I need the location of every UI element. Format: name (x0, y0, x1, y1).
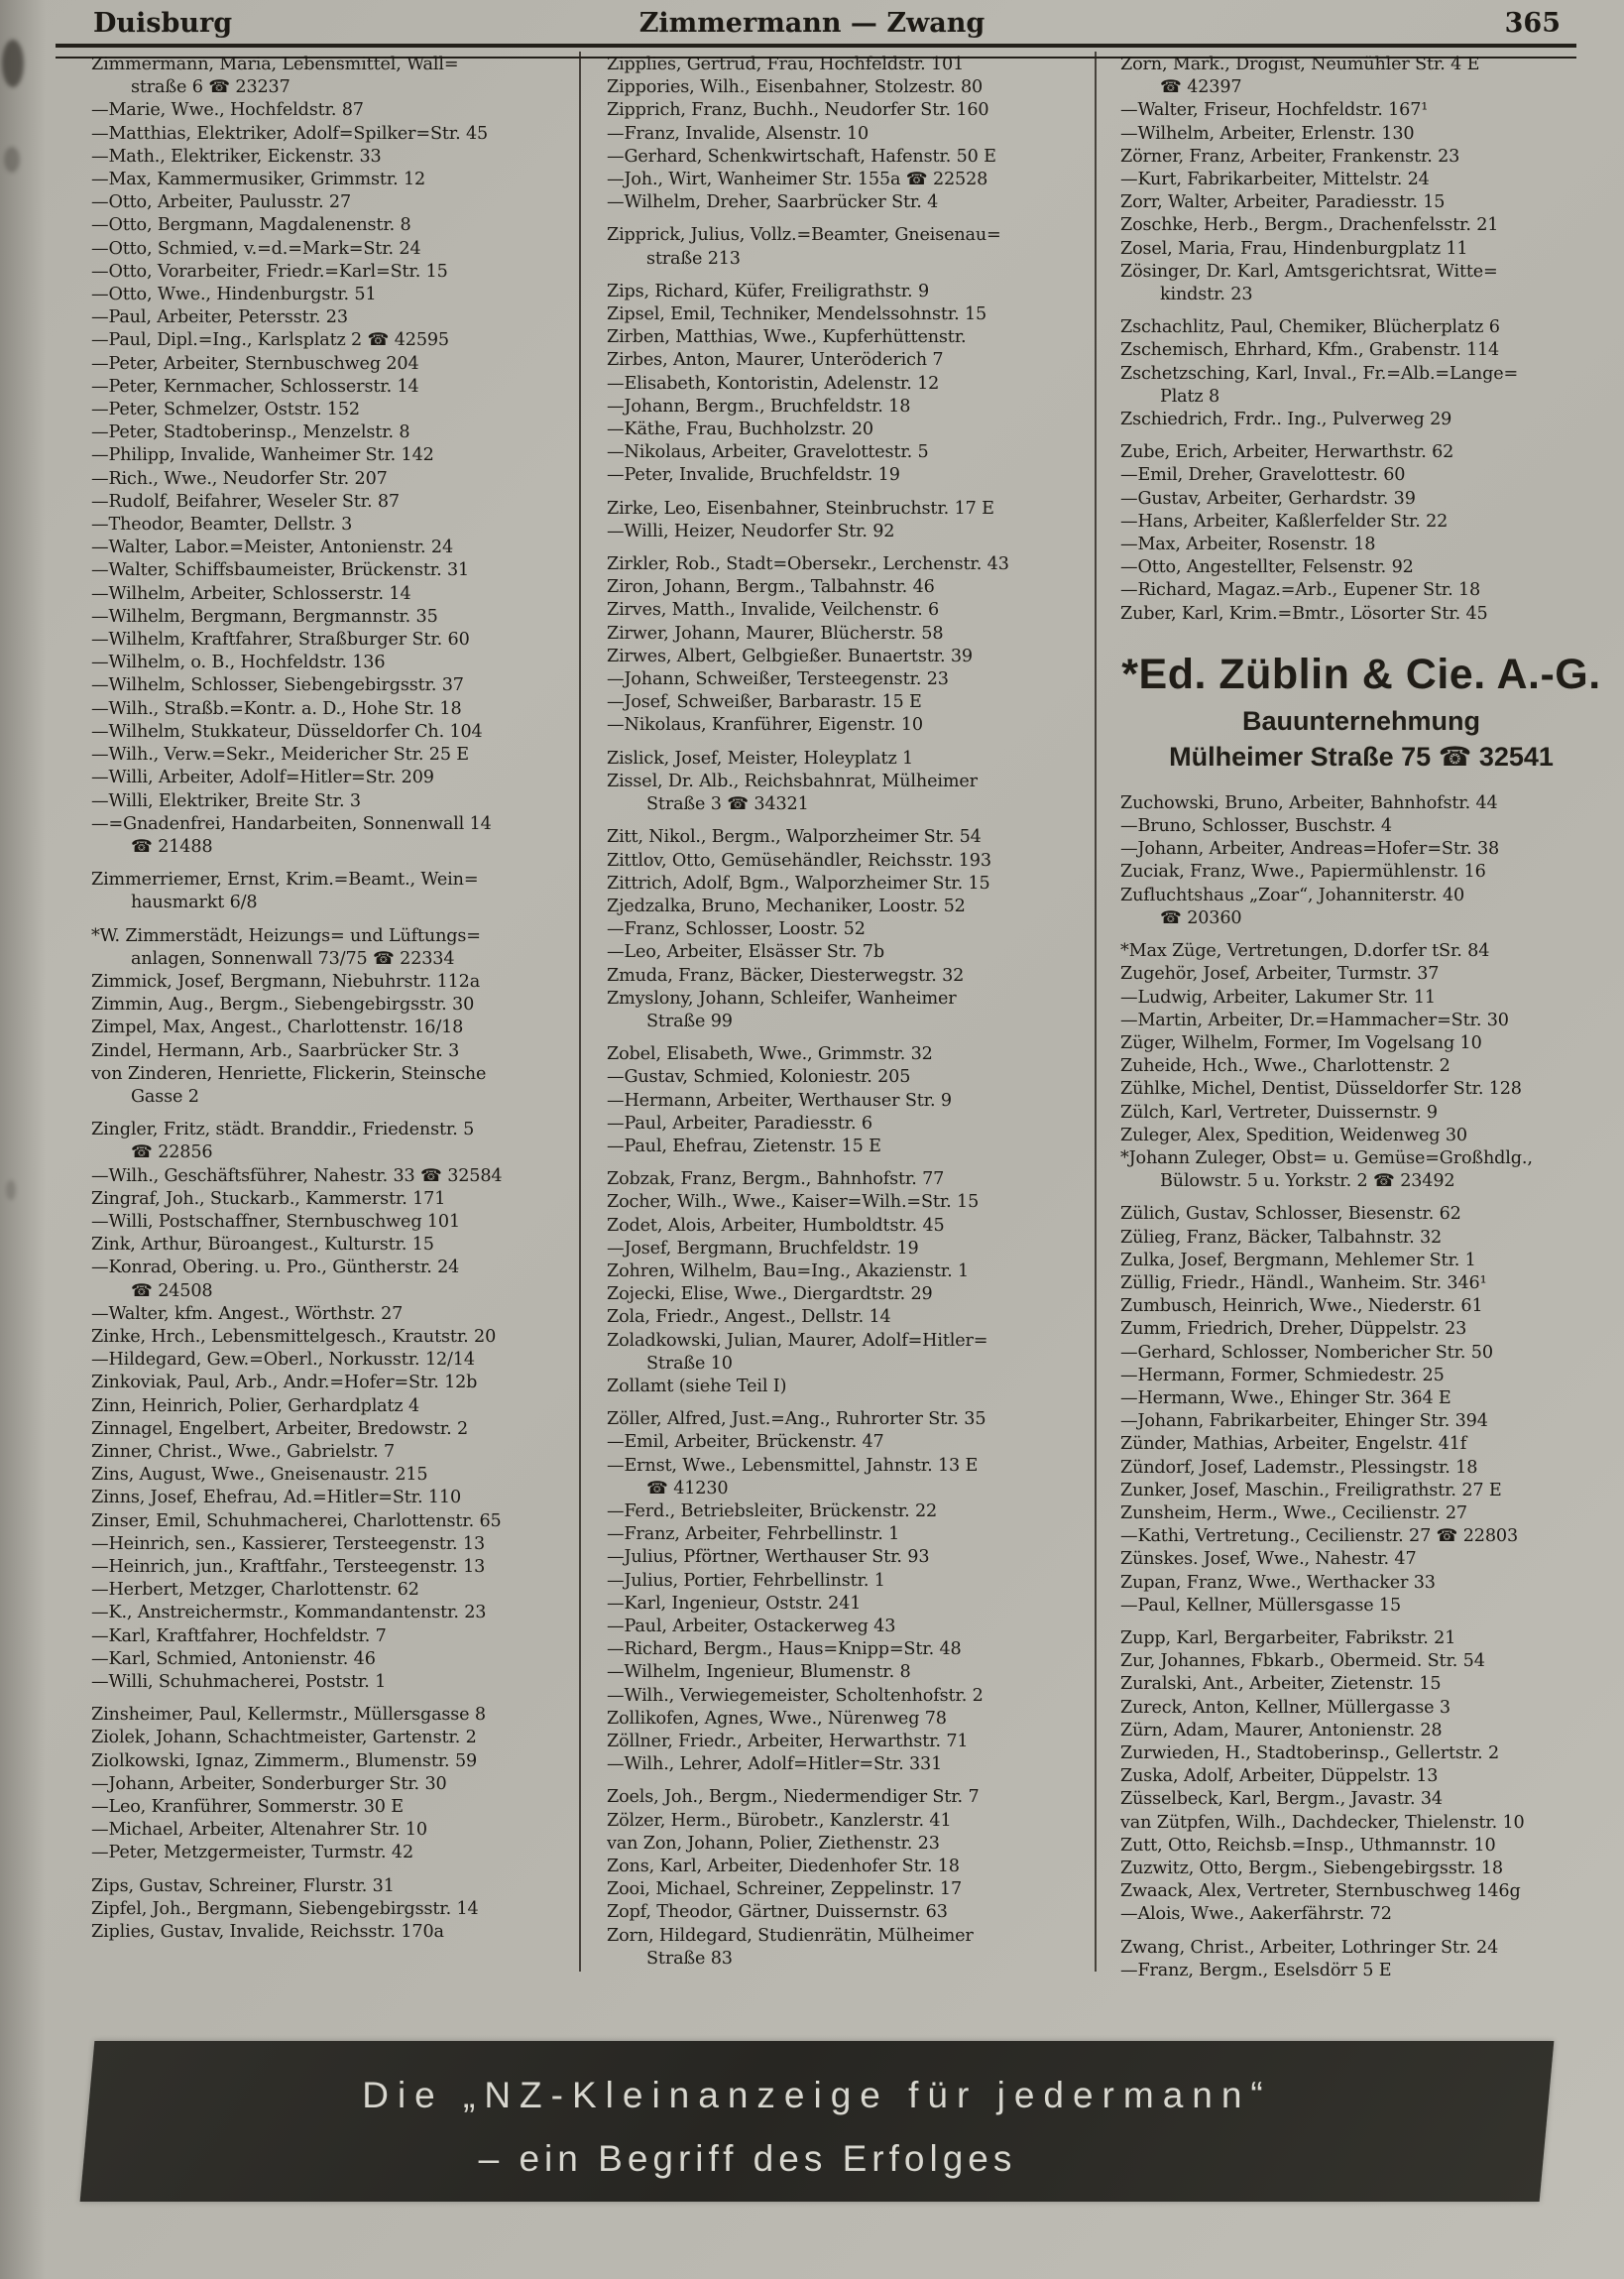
directory-line: Zösinger, Dr. Karl, Amtsgerichtsrat, Witte= (1120, 261, 1498, 282)
directory-line: —=Gnadenfrei, Handarbeiten, Sonnenwall 14 (91, 813, 492, 834)
directory-line: *Max Züge, Vertretungen, D.dorfer tSr. 84 (1120, 941, 1490, 962)
column-divider-2 (1095, 52, 1097, 1972)
directory-line: Zinn, Heinrich, Polier, Gerhardplatz 4 (91, 1395, 420, 1416)
directory-line: —Philipp, Invalide, Wanheimer Str. 142 (91, 445, 434, 466)
directory-line: —Hans, Arbeiter, Kaßlerfelder Str. 22 (1120, 511, 1449, 532)
directory-line: Zulka, Josef, Bergmann, Mehlemer Str. 1 (1120, 1250, 1476, 1270)
directory-line: Zöller, Alfred, Just.=Ang., Ruhrorter Str. 35 (607, 1409, 986, 1430)
directory-line: Zindel, Hermann, Arb., Saarbrücker Str. 3 (91, 1040, 460, 1061)
banner-content (87, 2041, 1547, 2202)
directory-line: Zissel, Dr. Alb., Reichsbahnrat, Mülheimer (607, 771, 978, 791)
directory-line: Zittlov, Otto, Gemüsehändler, Reichsstr. 193 (607, 850, 991, 871)
directory-line: —Bruno, Schlosser, Buschstr. 4 (1120, 816, 1392, 837)
header-name-range: Zimmermann — Zwang (638, 8, 986, 39)
directory-line: Zmuda, Franz, Bäcker, Diesterwegstr. 32 (607, 965, 965, 986)
page-header (0, 8, 1624, 42)
directory-line: Zumbusch, Heinrich, Wwe., Niederstr. 61 (1120, 1296, 1483, 1317)
column-3-bottom-entries (1120, 792, 1602, 1982)
directory-line: Zschachlitz, Paul, Chemiker, Blücherplatz 6 (1120, 317, 1500, 338)
directory-line: —Franz, Schlosser, Loostr. 52 (607, 919, 866, 940)
ad-business-type: Bauunternehmung (1242, 705, 1480, 736)
directory-line: —Wilhelm, o. B., Hochfeldstr. 136 (91, 653, 386, 673)
directory-line: Zschemisch, Ehrhard, Kfm., Grabenstr. 114 (1120, 340, 1500, 361)
directory-line: Zunsheim, Herm., Wwe., Cecilienstr. 27 (1120, 1502, 1467, 1523)
directory-line: Zwang, Christ., Arbeiter, Lothringer Str. 24 (1120, 1937, 1499, 1958)
directory-line: —Rudolf, Beifahrer, Weseler Str. 87 (91, 491, 400, 512)
directory-line: Zingler, Fritz, städt. Branddir., Friedenstr. 5 (91, 1120, 475, 1140)
directory-line: Züllig, Friedr., Händl., Wanheim. Str. 346¹ (1120, 1272, 1487, 1293)
directory-line: ☎ 42397 (1160, 77, 1242, 98)
nz-kleinanzeige-banner (80, 2041, 1555, 2202)
directory-line: Zorn, Mark., Drogist, Neumühler Str. 4 E (1120, 55, 1480, 74)
directory-line: —Paul, Kellner, Müllersgasse 15 (1120, 1595, 1402, 1616)
directory-line: van Zütpfen, Wilh., Dachdecker, Thielenstr. 10 (1120, 1812, 1525, 1833)
directory-line: Zipprich, Franz, Buchh., Neudorfer Str. 160 (607, 100, 989, 121)
column-divider-1 (579, 52, 581, 1972)
ad-company-name: *Ed. Züblin & Cie. A.-G. (1121, 650, 1601, 698)
directory-line: —Peter, Schmelzer, Oststr. 152 (91, 400, 360, 420)
directory-line: Zons, Karl, Arbeiter, Diedenhofer Str. 18 (607, 1857, 960, 1877)
directory-line: Zirbes, Anton, Maurer, Unteröderich 7 (607, 350, 944, 371)
directory-line: Zugehör, Josef, Arbeiter, Turmstr. 37 (1120, 964, 1440, 985)
directory-line: Zimmermann, Maria, Lebensmittel, Wall= (91, 55, 459, 74)
directory-line: Zuleger, Alex, Spedition, Weidenweg 30 (1120, 1125, 1467, 1145)
directory-line: —Max, Kammermusiker, Grimmstr. 12 (91, 170, 426, 190)
directory-line: —Wilh., Verwiegemeister, Scholtenhofstr. 2 (607, 1685, 984, 1706)
scan-smudge (6, 1180, 16, 1200)
directory-line: Zosel, Maria, Frau, Hindenburgplatz 11 (1120, 238, 1468, 259)
directory-line: Zips, Richard, Küfer, Freiligrathstr. 9 (607, 281, 929, 301)
zueblin-advertisement (1120, 652, 1602, 771)
directory-line: —Theodor, Beamter, Dellstr. 3 (91, 515, 353, 536)
directory-line: —Willi, Elektriker, Breite Str. 3 (91, 790, 361, 811)
ad-address-phone: Mülheimer Straße 75 ☎ 32541 (1169, 741, 1554, 772)
directory-column-3 (1120, 54, 1602, 1982)
directory-line: Zorn, Hildegard, Studienrätin, Mülheimer (607, 1925, 974, 1946)
directory-line: Zörner, Franz, Arbeiter, Frankenstr. 23 (1120, 146, 1460, 167)
directory-line: —Peter, Stadtoberinsp., Menzelstr. 8 (91, 422, 410, 443)
directory-line: —Willi, Schuhmacherei, Poststr. 1 (91, 1672, 387, 1693)
directory-line: Zollikofen, Agnes, Wwe., Nürenweg 78 (607, 1708, 947, 1729)
directory-line: —Rich., Wwe., Neudorfer Str. 207 (91, 468, 388, 489)
directory-line: —Wilhelm, Arbeiter, Schlosserstr. 14 (91, 583, 411, 604)
directory-line: Zobzak, Franz, Bergm., Bahnhofstr. 77 (607, 1169, 945, 1190)
directory-line: —Johann, Fabrikarbeiter, Ehinger Str. 394 (1120, 1411, 1488, 1432)
directory-line: —Walter, Schiffsbaumeister, Brückenstr. 31 (91, 560, 470, 581)
directory-line: von Zinderen, Henriette, Flickerin, Steinsche (91, 1063, 487, 1084)
directory-line: —Wilhelm, Ingenieur, Blumenstr. 8 (607, 1662, 911, 1683)
directory-line: —Konrad, Obering. u. Pro., Güntherstr. 24 (91, 1258, 460, 1278)
directory-line: —Wilhelm, Kraftfahrer, Straßburger Str. 60 (91, 630, 470, 651)
directory-line: —Gerhard, Schlosser, Nombericher Str. 50 (1120, 1342, 1493, 1363)
directory-line: Zschetzsching, Karl, Inval., Fr.=Alb.=Lange= (1120, 363, 1519, 384)
directory-line: Zöllner, Friedr., Arbeiter, Herwarthstr. 71 (607, 1732, 969, 1752)
directory-line: —Walter, Friseur, Hochfeldstr. 167¹ (1120, 100, 1429, 121)
directory-line: Zupan, Franz, Wwe., Werthacker 33 (1120, 1572, 1436, 1593)
scan-smudge (2, 40, 24, 87)
directory-line: —Willi, Arbeiter, Adolf=Hitler=Str. 209 (91, 768, 434, 788)
directory-line: Zühlke, Michel, Dentist, Düsseldorfer Str. 128 (1120, 1079, 1522, 1100)
directory-line: —Hermann, Wwe., Ehinger Str. 364 E (1120, 1387, 1451, 1408)
directory-line: Ziplies, Gustav, Invalide, Reichsstr. 170a (91, 1922, 444, 1943)
directory-line: —Peter, Kernmacher, Schlosserstr. 14 (91, 376, 419, 397)
directory-line: —Paul, Arbeiter, Petersstr. 23 (91, 307, 348, 328)
directory-line: Zoladkowski, Julian, Maurer, Adolf=Hitler= (607, 1330, 988, 1351)
directory-line: —Richard, Magaz.=Arb., Eupener Str. 18 (1120, 580, 1481, 601)
directory-line: straße 213 (646, 248, 741, 269)
directory-line: —Ludwig, Arbeiter, Lakumer Str. 11 (1120, 987, 1436, 1008)
directory-line: Zoschke, Herb., Bergm., Drachenfelsstr. 21 (1120, 215, 1499, 236)
directory-line: Zola, Friedr., Angest., Dellstr. 14 (607, 1307, 891, 1328)
directory-line: Zülch, Karl, Vertreter, Duissernstr. 9 (1120, 1102, 1438, 1123)
directory-line: Zschiedrich, Frdr.. Ing., Pulverweg 29 (1120, 410, 1452, 430)
directory-line: —Johann, Arbeiter, Andreas=Hofer=Str. 38 (1120, 839, 1500, 860)
directory-line: —Nikolaus, Arbeiter, Gravelottestr. 5 (607, 442, 929, 463)
directory-line: —Matthias, Elektriker, Adolf=Spilker=Str. 45 (91, 123, 489, 144)
directory-line: —Karl, Kraftfahrer, Hochfeldstr. 7 (91, 1625, 387, 1646)
directory-line: —Alois, Wwe., Aakerfährstr. 72 (1120, 1904, 1392, 1925)
directory-line: Ziolek, Johann, Schachtmeister, Gartenstr. 2 (91, 1728, 477, 1748)
directory-line: Straße 99 (646, 1011, 733, 1031)
directory-line: Zumm, Friedrich, Dreher, Düppelstr. 23 (1120, 1319, 1467, 1340)
directory-line: Straße 10 (646, 1353, 733, 1374)
directory-line: Zipprick, Julius, Vollz.=Beamter, Gneisenau= (607, 225, 1001, 246)
directory-line: Zuska, Adolf, Arbeiter, Düppelstr. 13 (1120, 1766, 1439, 1787)
directory-line: Zuzwitz, Otto, Bergm., Siebengebirgsstr. 18 (1120, 1859, 1503, 1879)
directory-line: Zinner, Christ., Wwe., Gabrielstr. 7 (91, 1441, 396, 1462)
directory-line: Zinser, Emil, Schuhmacherei, Charlottenstr. 65 (91, 1510, 502, 1531)
directory-line: —Nikolaus, Kranführer, Eigenstr. 10 (607, 715, 923, 736)
directory-line: —Elisabeth, Kontoristin, Adelenstr. 12 (607, 373, 940, 394)
directory-line: —Otto, Vorarbeiter, Friedr.=Karl=Str. 15 (91, 261, 448, 282)
directory-line: —Heinrich, jun., Kraftfahr., Tersteegenstr. 13 (91, 1557, 486, 1577)
directory-line: —Willi, Postschaffner, Sternbuschweg 101 (91, 1211, 460, 1232)
directory-line: Zinkoviak, Paul, Arb., Andr.=Hofer=Str. 12b (91, 1373, 478, 1393)
directory-line: Zinnagel, Engelbert, Arbeiter, Bredowstr. 2 (91, 1418, 469, 1439)
directory-line: Ziron, Johann, Bergm., Talbahnstr. 46 (607, 577, 935, 598)
directory-line: Zink, Arthur, Büroangest., Kulturstr. 15 (91, 1235, 434, 1256)
directory-line: Zips, Gustav, Schreiner, Flurstr. 31 (91, 1875, 395, 1896)
directory-line: —Johann, Arbeiter, Sonderburger Str. 30 (91, 1773, 447, 1794)
directory-line: Zuchowski, Bruno, Arbeiter, Bahnhofstr. 44 (1120, 792, 1498, 813)
directory-line: Zölzer, Herm., Bürobetr., Kanzlerstr. 41 (607, 1810, 952, 1831)
directory-line: —Wilhelm, Stukkateur, Düsseldorfer Ch. 104 (91, 721, 483, 742)
directory-line: —Kurt, Fabrikarbeiter, Mittelstr. 24 (1120, 170, 1430, 190)
directory-line: Zupp, Karl, Bergarbeiter, Fabrikstr. 21 (1120, 1627, 1456, 1648)
directory-line: Zunker, Josef, Maschin., Freiligrathstr. 27 E (1120, 1480, 1502, 1500)
directory-line: Zislick, Josef, Meister, Holeyplatz 1 (607, 748, 914, 769)
directory-line: —Ferd., Betriebsleiter, Brückenstr. 22 (607, 1500, 938, 1521)
directory-line: —Herbert, Metzger, Charlottenstr. 62 (91, 1580, 419, 1601)
directory-line: —Otto, Angestellter, Felsenstr. 92 (1120, 557, 1414, 578)
directory-line: Zmyslony, Johann, Schleifer, Wanheimer (607, 988, 957, 1009)
directory-line: Zur, Johannes, Fbkarb., Obermeid. Str. 54 (1120, 1651, 1485, 1672)
directory-line: —Otto, Wwe., Hindenburgstr. 51 (91, 285, 377, 305)
directory-line: Zündorf, Josef, Lademstr., Plessingstr. 18 (1120, 1457, 1478, 1478)
directory-line: Züsselbeck, Karl, Bergm., Javastr. 34 (1120, 1789, 1443, 1810)
directory-line: ☎ 20360 (1160, 907, 1242, 928)
directory-line: hausmarkt 6/8 (131, 893, 258, 913)
directory-line: ☎ 24508 (131, 1280, 213, 1301)
directory-line: Zuheide, Hch., Wwe., Charlottenstr. 2 (1120, 1056, 1450, 1077)
directory-line: *Johann Zuleger, Obst= u. Gemüse=Großhdlg., (1120, 1147, 1533, 1168)
directory-line: —Joh., Wirt, Wanheimer Str. 155a ☎ 22528 (607, 170, 988, 190)
directory-line: —Wilhelm, Schlosser, Siebengebirgsstr. 37 (91, 675, 464, 696)
directory-line: —Peter, Invalide, Bruchfeldstr. 19 (607, 465, 900, 486)
directory-line: Zjedzalka, Bruno, Mechaniker, Loostr. 52 (607, 896, 966, 916)
directory-line: —Käthe, Frau, Buchholzstr. 20 (607, 420, 873, 440)
directory-line: Zippories, Wilh., Eisenbahner, Stolzestr. 80 (607, 77, 984, 98)
directory-line: Zimmick, Josef, Bergmann, Niebuhrstr. 112a (91, 971, 481, 992)
directory-line: Zirwer, Johann, Maurer, Blücherstr. 58 (607, 623, 944, 644)
directory-line: Zuralski, Ant., Arbeiter, Zietenstr. 15 (1120, 1674, 1442, 1695)
directory-line: —Paul, Dipl.=Ing., Karlsplatz 2 ☎ 42595 (91, 330, 449, 351)
directory-line: Zwaack, Alex, Vertreter, Sternbuschweg 146g (1120, 1881, 1521, 1902)
directory-line: —Paul, Arbeiter, Ostackerweg 43 (607, 1617, 896, 1636)
directory-line: Zojecki, Elise, Wwe., Diergardtstr. 29 (607, 1284, 933, 1305)
directory-line: Bülowstr. 5 u. Yorkstr. 2 ☎ 23492 (1160, 1171, 1455, 1192)
directory-line: —Heinrich, sen., Kassierer, Tersteegenstr. 13 (91, 1533, 485, 1554)
directory-line: Zünder, Mathias, Arbeiter, Engelstr. 41f (1120, 1434, 1467, 1455)
directory-line: Zorr, Walter, Arbeiter, Paradiesstr. 15 (1120, 192, 1446, 213)
directory-line: —Walter, Labor.=Meister, Antonienstr. 24 (91, 538, 454, 558)
directory-line: Zipsel, Emil, Techniker, Mendelssohnstr. 15 (607, 304, 987, 325)
directory-line: Ziolkowski, Ignaz, Zimmerm., Blumenstr. 59 (91, 1750, 478, 1771)
directory-line: Zins, August, Wwe., Gneisenaustr. 215 (91, 1465, 428, 1486)
directory-line: ☎ 21488 (131, 836, 213, 857)
directory-line: —Leo, Kranführer, Sommerstr. 30 E (91, 1797, 404, 1818)
directory-line: —K., Anstreichermstr., Kommandantenstr. 23 (91, 1603, 487, 1623)
directory-line: —Peter, Arbeiter, Sternbuschweg 204 (91, 353, 419, 374)
directory-line: Zureck, Anton, Kellner, Müllergasse 3 (1120, 1697, 1450, 1718)
directory-line: Zuber, Karl, Krim.=Bmtr., Lösorter Str. 45 (1120, 603, 1488, 624)
directory-line: —Josef, Bergmann, Bruchfeldstr. 19 (607, 1238, 919, 1259)
scan-edge-shadow (0, 0, 46, 2279)
directory-line: Zurwieden, H., Stadtoberinsp., Gellertstr. 2 (1120, 1743, 1499, 1763)
banner-line-2: – ein Begriff des Erfolges (478, 2138, 1017, 2179)
directory-line: —Willi, Heizer, Neudorfer Str. 92 (607, 521, 895, 541)
directory-line: —Wilh., Straßb.=Kontr. a. D., Hohe Str. 18 (91, 698, 462, 719)
directory-line: —Josef, Schweißer, Barbarastr. 15 E (607, 692, 922, 713)
directory-line: Zopf, Theodor, Gärtner, Duissernstr. 63 (607, 1902, 948, 1923)
directory-line: Zocher, Wilh., Wwe., Kaiser=Wilh.=Str. 15 (607, 1192, 980, 1213)
directory-line: Zingraf, Joh., Stuckarb., Kammerstr. 171 (91, 1188, 446, 1209)
directory-line: —Marie, Wwe., Hochfeldstr. 87 (91, 100, 364, 121)
directory-line: —Johann, Schweißer, Tersteegenstr. 23 (607, 669, 949, 690)
directory-line: Zirkler, Rob., Stadt=Obersekr., Lerchenstr. 43 (607, 554, 1009, 575)
directory-line: Zirke, Leo, Eisenbahner, Steinbruchstr. 17 E (607, 498, 994, 519)
directory-line: —Gustav, Arbeiter, Gerhardstr. 39 (1120, 488, 1416, 509)
directory-line: —Kathi, Vertretung., Cecilienstr. 27 ☎ 22803 (1120, 1526, 1518, 1547)
header-city: Duisburg (93, 8, 233, 39)
directory-line: Straße 3 ☎ 34321 (646, 794, 809, 815)
directory-line: Zinke, Hrch., Lebensmittelgesch., Krautstr. 20 (91, 1326, 497, 1347)
directory-line: —Max, Arbeiter, Rosenstr. 18 (1120, 535, 1376, 555)
directory-line: Zoels, Joh., Bergm., Niedermendiger Str. 7 (607, 1787, 980, 1808)
directory-line: —Otto, Bergmann, Magdalenenstr. 8 (91, 215, 411, 236)
directory-line: ☎ 41230 (646, 1478, 729, 1499)
directory-line: Gasse 2 (131, 1086, 199, 1107)
directory-line: Zinns, Josef, Ehefrau, Ad.=Hitler=Str. 110 (91, 1488, 461, 1508)
directory-line: Zitt, Nikol., Bergm., Walporzheimer Str. 54 (607, 827, 982, 848)
directory-line: —Wilhelm, Dreher, Saarbrücker Str. 4 (607, 192, 939, 213)
directory-line: Zipplies, Gertrud, Frau, Hochfeldstr. 101 (607, 55, 965, 74)
directory-line: Zülieg, Franz, Bäcker, Talbahnstr. 32 (1120, 1227, 1443, 1248)
directory-line: —Hermann, Arbeiter, Werthauser Str. 9 (607, 1090, 952, 1111)
directory-line: Zollamt (siehe Teil I) (607, 1376, 787, 1396)
directory-line: anlagen, Sonnenwall 73/75 ☎ 22334 (131, 948, 455, 969)
directory-line: —Julius, Pförtner, Werthauser Str. 93 (607, 1547, 930, 1568)
directory-line: Zürn, Adam, Maurer, Antonienstr. 28 (1120, 1720, 1443, 1740)
directory-line: —Wilh., Geschäftsführer, Nahestr. 33 ☎ 32584 (91, 1165, 503, 1186)
directory-line: —Michael, Arbeiter, Altenahrer Str. 10 (91, 1820, 427, 1841)
directory-line: —Gustav, Schmied, Koloniestr. 205 (607, 1067, 911, 1088)
directory-line: ☎ 22856 (131, 1142, 213, 1163)
directory-line: Zünskes. Josef, Wwe., Nahestr. 47 (1120, 1549, 1417, 1570)
directory-line: kindstr. 23 (1160, 285, 1253, 305)
directory-column-1 (91, 54, 565, 1944)
directory-line: Straße 83 (646, 1948, 733, 1969)
directory-line: Zirves, Matth., Invalide, Veilchenstr. 6 (607, 600, 940, 621)
directory-line: —Hildegard, Gew.=Oberl., Norkusstr. 12/14 (91, 1350, 475, 1371)
directory-line: —Walter, kfm. Angest., Wörthstr. 27 (91, 1303, 404, 1324)
directory-line: —Paul, Arbeiter, Paradiesstr. 6 (607, 1113, 872, 1134)
directory-line: —Ernst, Wwe., Lebensmittel, Jahnstr. 13 E (607, 1455, 979, 1476)
directory-line: Zipfel, Joh., Bergmann, Siebengebirgsstr. 14 (91, 1898, 479, 1919)
directory-line: —Hermann, Former, Schmiedestr. 25 (1120, 1365, 1445, 1385)
directory-line: Zufluchtshaus „Zoar“, Johanniterstr. 40 (1120, 885, 1465, 905)
directory-line: Platz 8 (1160, 386, 1220, 407)
directory-line: —Emil, Arbeiter, Brückenstr. 47 (607, 1432, 884, 1453)
directory-line: —Peter, Metzgermeister, Turmstr. 42 (91, 1843, 414, 1863)
scan-smudge (4, 147, 20, 173)
page-number: 365 (1504, 8, 1561, 39)
directory-line: —Wilhelm, Bergmann, Bergmannstr. 35 (91, 606, 438, 627)
directory-line: —Franz, Bergm., Eselsdörr 5 E (1120, 1960, 1392, 1980)
directory-line: Zirwes, Albert, Gelbgießer. Bunaertstr. 39 (607, 646, 973, 666)
directory-line: —Gerhard, Schenkwirtschaft, Hafenstr. 50 E (607, 146, 996, 167)
directory-line: Zube, Erich, Arbeiter, Herwarthstr. 62 (1120, 442, 1454, 463)
directory-line: —Julius, Portier, Fehrbellinstr. 1 (607, 1570, 885, 1591)
directory-line: Zobel, Elisabeth, Wwe., Grimmstr. 32 (607, 1044, 933, 1065)
directory-line: Züger, Wilhelm, Former, Im Vogelsang 10 (1120, 1032, 1482, 1053)
directory-line: Zinsheimer, Paul, Kellermstr., Müllersgasse 8 (91, 1705, 486, 1726)
directory-line: —Richard, Bergm., Haus=Knipp=Str. 48 (607, 1639, 962, 1660)
directory-line: —Otto, Schmied, v.=d.=Mark=Str. 24 (91, 238, 421, 259)
directory-column-2 (607, 54, 1081, 1971)
directory-line: —Wilhelm, Arbeiter, Erlenstr. 130 (1120, 123, 1415, 144)
directory-line: straße 6 ☎ 23237 (131, 77, 290, 98)
directory-line: —Karl, Ingenieur, Oststr. 241 (607, 1593, 862, 1614)
directory-line: —Paul, Ehefrau, Zietenstr. 15 E (607, 1136, 881, 1156)
directory-line: Zülich, Gustav, Schlosser, Biesenstr. 62 (1120, 1204, 1461, 1225)
banner-line-1: Die „NZ-Kleinanzeige für jedermann“ (362, 2075, 1272, 2115)
directory-line: Zimpel, Max, Angest., Charlottenstr. 16/18 (91, 1018, 464, 1038)
directory-line: Zodet, Alois, Arbeiter, Humboldtstr. 45 (607, 1215, 945, 1236)
directory-line: Zooi, Michael, Schreiner, Zeppelinstr. 17 (607, 1879, 963, 1900)
directory-line: *W. Zimmerstädt, Heizungs= und Lüftungs= (91, 925, 481, 946)
directory-line: Zimmerriemer, Ernst, Krim.=Beamt., Wein= (91, 870, 479, 891)
directory-line: —Otto, Arbeiter, Paulusstr. 27 (91, 192, 351, 213)
directory-line: —Leo, Arbeiter, Elsässer Str. 7b (607, 942, 884, 963)
directory-line: —Math., Elektriker, Eickenstr. 33 (91, 146, 382, 167)
directory-line: —Franz, Invalide, Alsenstr. 10 (607, 123, 870, 144)
directory-line: Zittrich, Adolf, Bgm., Walporzheimer Str. 15 (607, 873, 990, 894)
directory-line: —Wilh., Lehrer, Adolf=Hitler=Str. 331 (607, 1754, 943, 1775)
directory-line: —Franz, Arbeiter, Fehrbellinstr. 1 (607, 1524, 900, 1545)
directory-line: —Karl, Schmied, Antonienstr. 46 (91, 1648, 376, 1669)
directory-line: —Martin, Arbeiter, Dr.=Hammacher=Str. 30 (1120, 1010, 1509, 1030)
directory-line: van Zon, Johann, Polier, Ziethenstr. 23 (607, 1833, 940, 1854)
directory-line: Zohren, Wilhelm, Bau=Ing., Akazienstr. 1 (607, 1260, 970, 1281)
directory-line: Zimmin, Aug., Bergm., Siebengebirgsstr. 30 (91, 995, 475, 1016)
directory-line: —Johann, Bergm., Bruchfeldstr. 18 (607, 396, 911, 417)
directory-line: Zirben, Matthias, Wwe., Kupferhüttenstr. (607, 327, 967, 348)
directory-line: Zutt, Otto, Reichsb.=Insp., Uthmannstr. 10 (1120, 1835, 1496, 1856)
directory-line: Zuciak, Franz, Wwe., Papiermühlenstr. 16 (1120, 862, 1486, 883)
column-3-top-entries (1120, 54, 1602, 626)
directory-line: —Wilh., Verw.=Sekr., Meidericher Str. 25 E (91, 745, 470, 766)
directory-line: —Emil, Dreher, Gravelottestr. 60 (1120, 465, 1406, 486)
